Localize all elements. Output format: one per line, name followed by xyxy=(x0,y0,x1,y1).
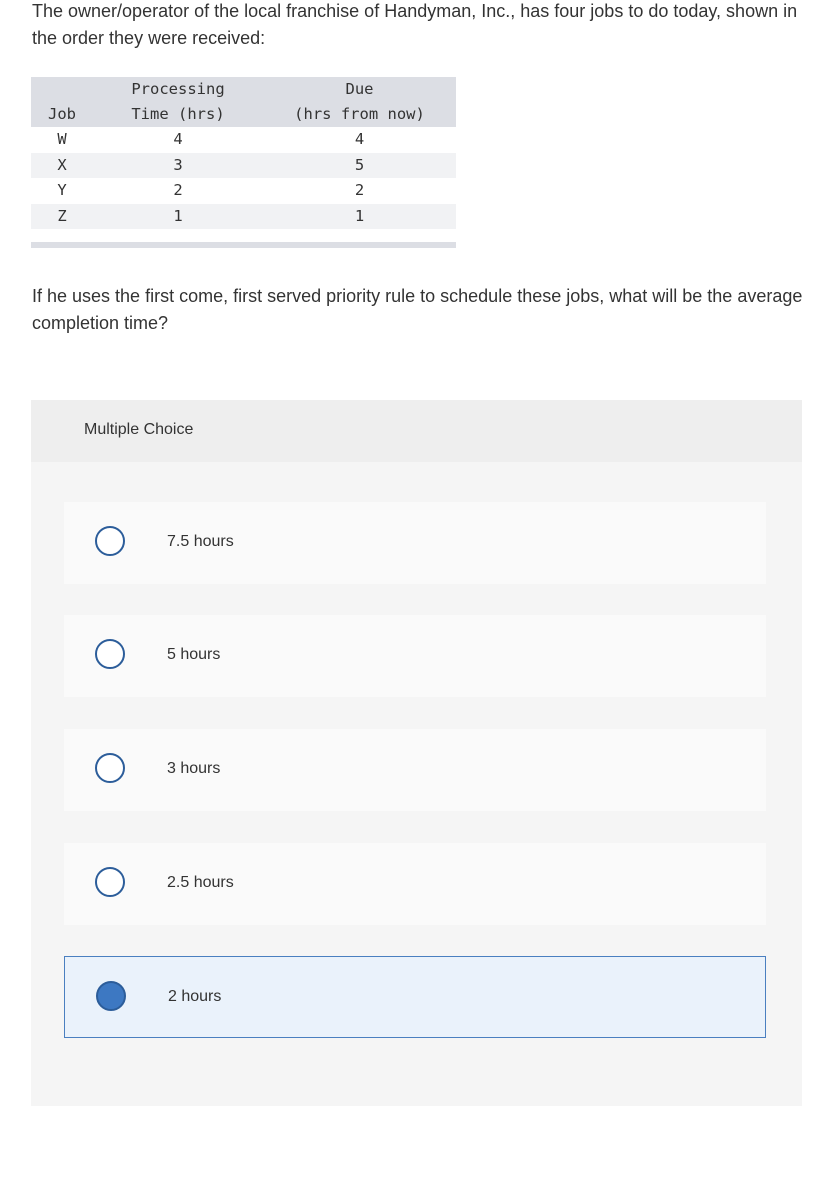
radio-selected-icon[interactable] xyxy=(96,981,126,1011)
multiple-choice-heading: Multiple Choice xyxy=(84,421,194,438)
answer-option-2-hours[interactable] xyxy=(64,956,766,1038)
cell-due: 2 xyxy=(263,178,456,204)
header-job xyxy=(31,77,93,127)
answer-option-5-hours[interactable] xyxy=(64,615,766,697)
header-job-label: Job xyxy=(48,105,76,123)
cell-due: 1 xyxy=(263,204,456,230)
question-text: If he uses the first come, first served priority rule to schedule these jobs, what will be the average completion time? xyxy=(32,286,803,333)
radio-unselected-icon[interactable] xyxy=(95,753,125,783)
option-label: 3 hours xyxy=(167,760,221,777)
option-label: 7.5 hours xyxy=(167,533,234,550)
table-header-row xyxy=(31,77,456,127)
cell-processing: 3 xyxy=(93,153,263,179)
answer-option-3-hours[interactable] xyxy=(64,729,766,811)
header-due-line1: Due xyxy=(345,80,374,98)
cell-due: 4 xyxy=(263,127,456,153)
header-processing-time xyxy=(93,77,263,127)
table-row xyxy=(31,204,456,230)
table-row xyxy=(31,178,456,204)
cell-processing: 2 xyxy=(93,178,263,204)
cell-job: Z xyxy=(31,204,93,230)
cell-job: Y xyxy=(31,178,93,204)
multiple-choice-header xyxy=(31,400,802,462)
radio-unselected-icon[interactable] xyxy=(95,639,125,669)
header-due xyxy=(263,77,456,127)
answer-option-2-5-hours[interactable] xyxy=(64,843,766,925)
option-label: 2.5 hours xyxy=(167,874,234,891)
header-due-line2: (hrs from now) xyxy=(294,105,425,123)
table-bottom-border xyxy=(31,242,456,248)
cell-processing: 1 xyxy=(93,204,263,230)
cell-job: X xyxy=(31,153,93,179)
answer-option-7-5-hours[interactable] xyxy=(64,502,766,584)
cell-job: W xyxy=(31,127,93,153)
option-label: 2 hours xyxy=(168,988,222,1005)
radio-unselected-icon[interactable] xyxy=(95,867,125,897)
cell-processing: 4 xyxy=(93,127,263,153)
header-processing-line2: Time (hrs) xyxy=(131,105,225,123)
intro-text: The owner/operator of the local franchise of Handyman, Inc., has four jobs to do today, shown in the order they were received: xyxy=(32,1,798,48)
table-row xyxy=(31,153,456,179)
multiple-choice-panel xyxy=(31,400,802,1106)
header-processing-line1: Processing xyxy=(131,80,225,98)
option-label: 5 hours xyxy=(167,646,221,663)
radio-unselected-icon[interactable] xyxy=(95,526,125,556)
cell-due: 5 xyxy=(263,153,456,179)
table-row xyxy=(31,127,456,153)
jobs-table xyxy=(31,77,456,229)
